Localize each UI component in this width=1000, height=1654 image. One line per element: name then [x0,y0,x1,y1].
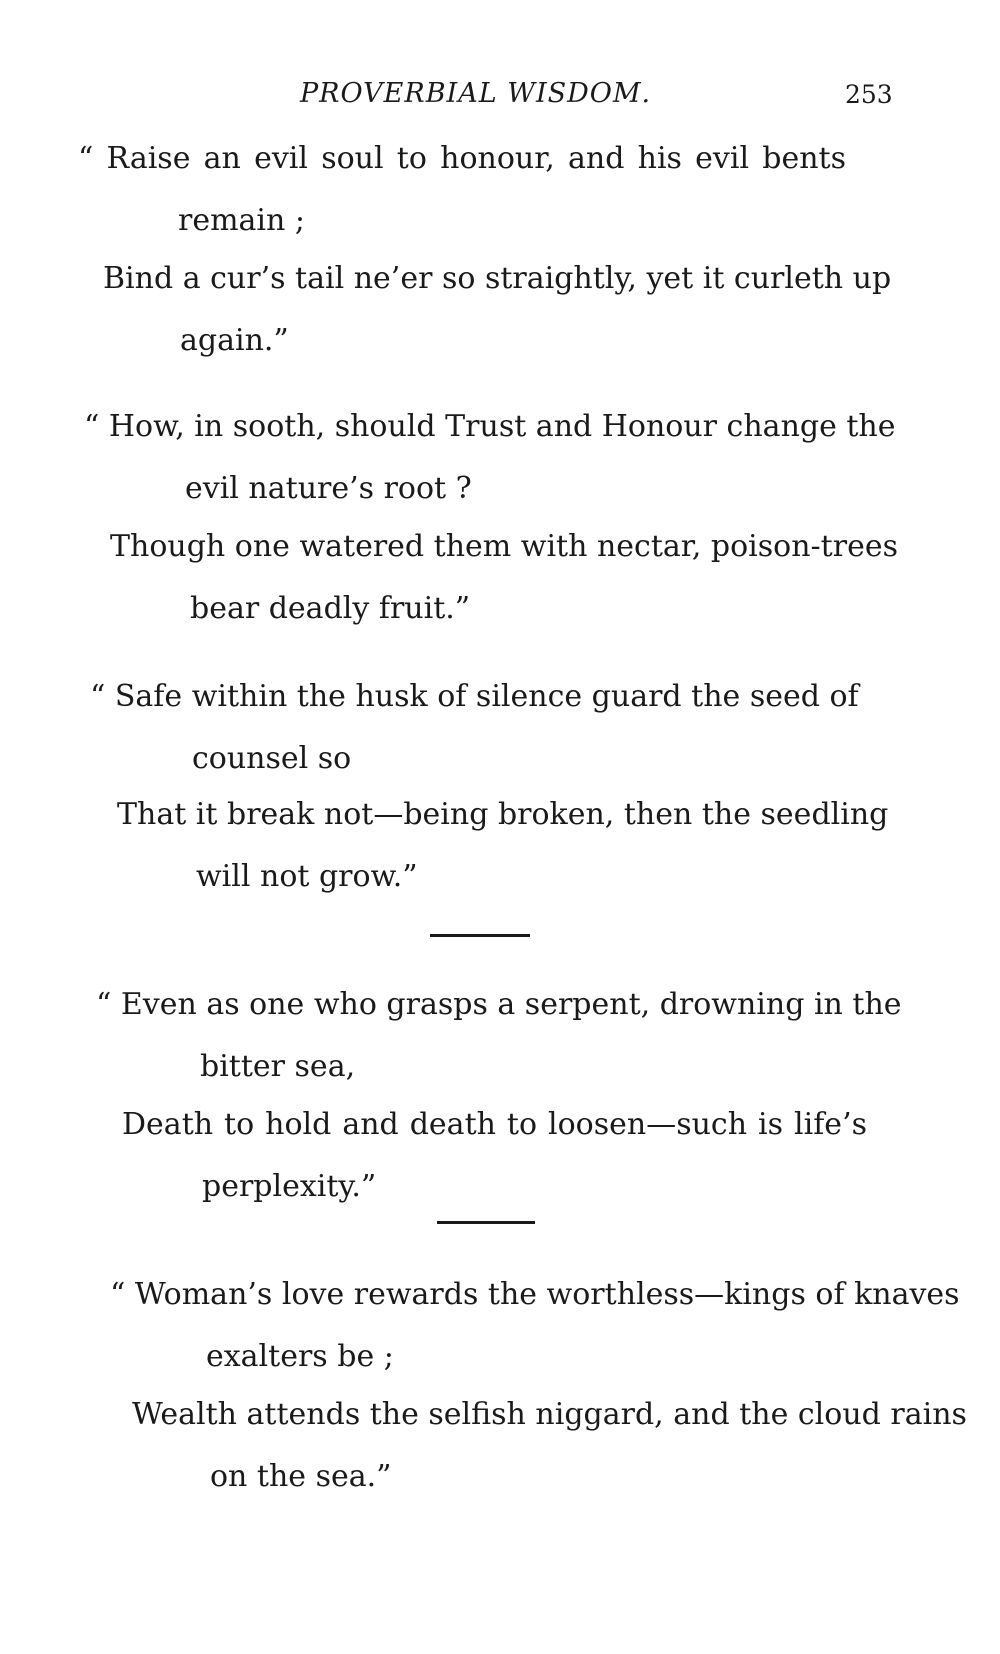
section-divider [430,934,530,937]
running-title: PROVERBIAL WISDOM. [300,78,652,109]
verse-line-continuation: will not grow.” [196,859,418,894]
verse-line-continuation: bitter sea, [200,1049,356,1084]
verse-line: Though one watered them with nectar, poison-trees [110,529,898,564]
verse-line-continuation: on the sea.” [210,1459,392,1494]
verse-line: “ Safe within the husk of silence guard the seed of [90,679,859,714]
verse-line: “ How, in sooth, should Trust and Honour change the [84,409,896,444]
verse-line-continuation: counsel so [192,741,352,776]
verse-line: “ Raise an evil soul to honour, and his evil bents [78,141,846,176]
verse-line-continuation: again.” [180,323,289,358]
verse-line: Death to hold and death to loosen—such is life’s [122,1107,867,1142]
verse-line-continuation: remain ; [178,203,305,238]
verse-line: “ Woman’s love rewards the worthless—kings of knaves [110,1277,960,1312]
verse-line-continuation: evil nature’s root ? [185,471,472,506]
verse-line-continuation: bear deadly fruit.” [190,591,471,626]
verse-line: Bind a cur’s tail ne’er so straightly, yet it curleth up [103,261,892,296]
page-number: 253 [845,80,893,109]
verse-line: “ Even as one who grasps a serpent, drowning in the [96,987,902,1022]
verse-line-continuation: exalters be ; [206,1339,394,1374]
verse-line: Wealth attends the selfish niggard, and the cloud rains [132,1397,967,1432]
section-divider [437,1221,535,1224]
verse-line: That it break not—being broken, then the seedling [117,797,889,832]
verse-line-continuation: perplexity.” [202,1169,377,1204]
